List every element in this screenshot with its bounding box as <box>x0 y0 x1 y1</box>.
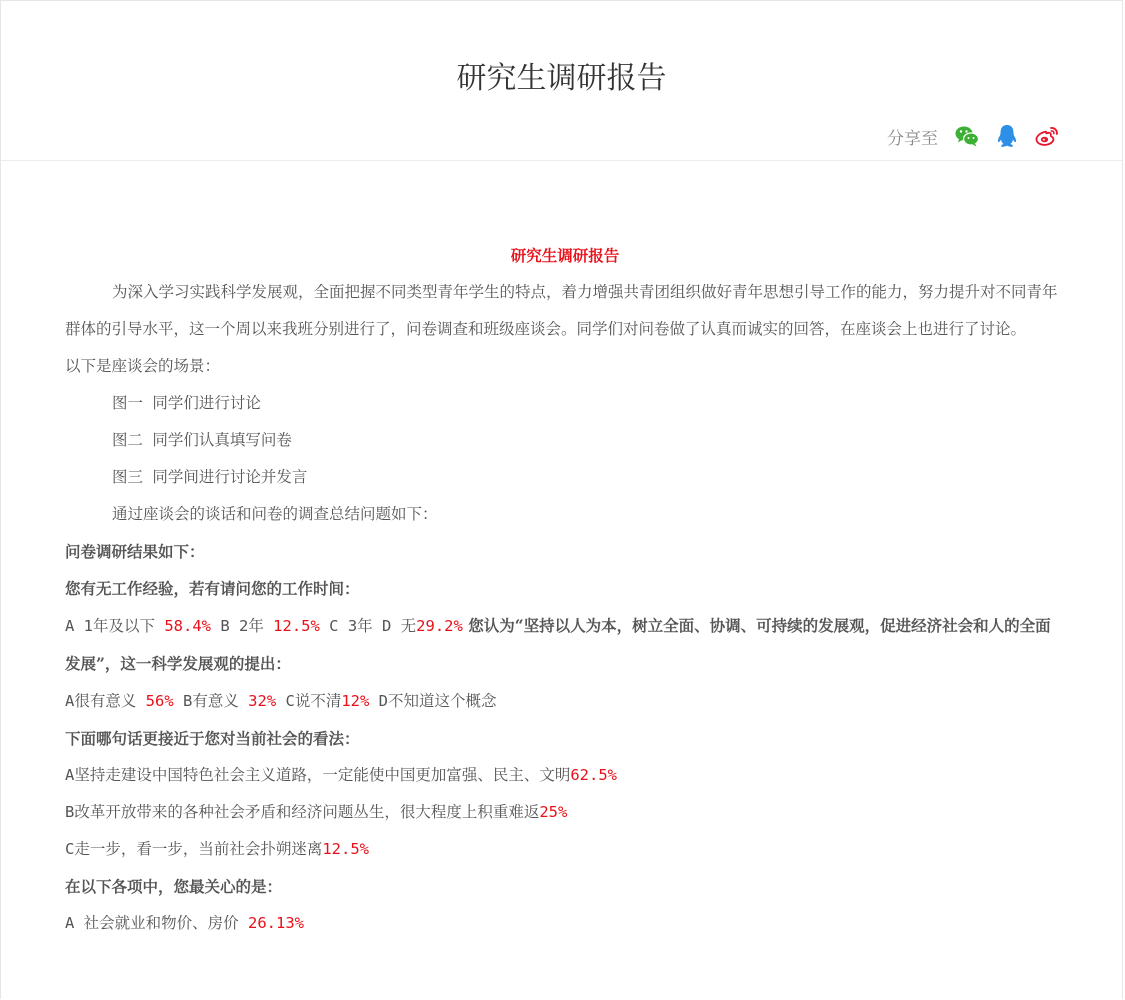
intro-paragraph: 为深入学习实践科学发展观，全面把握不同类型青年学生的特点，着力增强共青团组织做好青年思想引导工作的能力，努力提升对不同青年群体的引导水平，这一个周以来我班分别进行了，问卷调查和班级座谈会。同学们对问卷做了认真而诚实的回答，在座谈会上也进行了讨论。 <box>65 283 1058 338</box>
q3-answer-c <box>65 831 1065 868</box>
q1-option-cd: C 3年 D 无 <box>319 617 417 635</box>
q2-option-c: C说不清 <box>276 692 342 710</box>
q2-option-d: D不知道这个概念 <box>369 692 497 710</box>
page-title: 研究生调研报告 <box>456 61 667 96</box>
scene-intro: 以下是座谈会的场景： <box>65 357 221 375</box>
figure-caption-2: 图二 同学们认真填写问卷 <box>112 431 292 449</box>
weibo-icon[interactable] <box>1034 123 1060 149</box>
q3-answer-b <box>65 794 1065 831</box>
page-header <box>1 1 1122 161</box>
q1-option-a: A 1年及以下 <box>65 617 165 635</box>
q1-pct-b: 12.5% <box>273 617 320 635</box>
q2-pct-c: 12% <box>341 692 370 710</box>
q4-option-a: A 社会就业和物价、房价 <box>65 914 248 932</box>
q3-answer-a <box>65 757 1065 794</box>
q3-pct-c: 12.5% <box>322 840 370 858</box>
q3-option-c: C走一步，看一步，当前社会扑朔迷离 <box>65 840 323 858</box>
question-1: 您有无工作经验，若有请问您的工作时间： <box>65 579 360 598</box>
question-4: 在以下各项中，您最关心的是： <box>65 877 283 896</box>
results-heading: 问卷调研结果如下： <box>65 542 205 561</box>
qq-icon[interactable] <box>994 123 1020 149</box>
share-label: 分享至 <box>887 128 938 149</box>
figure-caption-3: 图三 同学间进行讨论并发言 <box>112 468 308 486</box>
figure-caption-1: 图一 同学们进行讨论 <box>112 394 261 412</box>
wechat-icon[interactable] <box>954 123 980 149</box>
q3-pct-b: 25% <box>539 803 568 821</box>
q3-option-b: B改革开放带来的各种社会矛盾和经济问题丛生，很大程度上积重难返 <box>65 803 540 821</box>
article-body <box>65 237 1065 942</box>
q3-pct-a: 62.5% <box>570 766 618 784</box>
q1-pct-a: 58.4% <box>164 617 211 635</box>
q2-pct-a: 56% <box>145 692 174 710</box>
q1-pct-d: 29.2% <box>416 617 463 635</box>
q2-pct-b: 32% <box>248 692 277 710</box>
question-3: 下面哪句话更接近于您对当前社会的看法： <box>65 729 360 748</box>
q2-option-a: A很有意义 <box>65 692 146 710</box>
question-2: 您认为“坚持以人为本，树立全面、协调、可持续的发展观，促进经济社会和人的全面发展”，这一科学发展观的提出： <box>65 616 1051 673</box>
q3-option-a: A坚持走建设中国特色社会主义道路，一定能使中国更加富强、民主、文明 <box>65 766 571 784</box>
q1-option-b: B 2年 <box>211 617 274 635</box>
answers-q2 <box>65 683 1065 720</box>
summary-paragraph: 通过座谈会的谈话和问卷的调查总结问题如下： <box>112 505 438 523</box>
q4-answer-a <box>65 905 1065 942</box>
q4-pct-a: 26.13% <box>248 914 304 932</box>
answers-q1-q2 <box>65 607 1065 683</box>
q2-option-b: B有意义 <box>173 692 249 710</box>
share-bar <box>887 123 1060 149</box>
article-title: 研究生调研报告 <box>510 246 620 265</box>
